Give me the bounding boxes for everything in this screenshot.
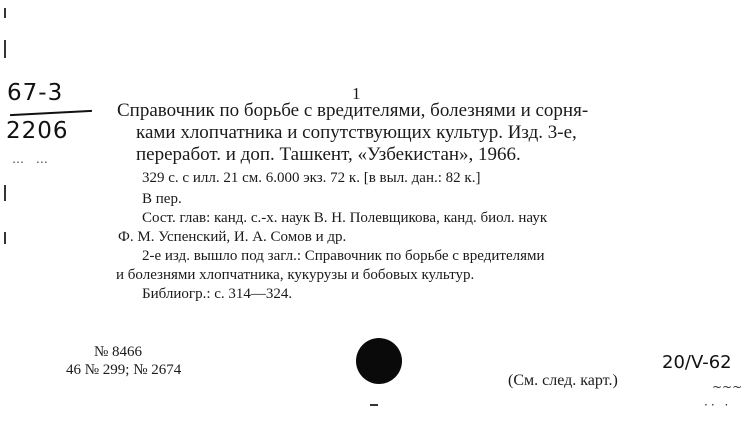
handwritten-margin-note: … … xyxy=(12,152,52,166)
edition-note-line: 2-е изд. вышло под загл.: Справочник по борьбе с вредителями xyxy=(142,248,545,264)
punch-hole xyxy=(356,338,402,384)
see-next-card-note: (См. след. карт.) xyxy=(508,372,618,389)
handwritten-scribble: ~~~ xyxy=(712,380,743,394)
compilers-line: Сост. глав: канд. с.-х. наук В. Н. Полевщикова, канд. биол. наук xyxy=(142,210,548,226)
binding-line: В пер. xyxy=(142,191,182,207)
card-number: 1 xyxy=(352,84,361,103)
handwritten-divider xyxy=(10,110,92,116)
dash-mark xyxy=(370,404,378,406)
handwritten-scribble: ·· · xyxy=(704,398,732,412)
compilers-line: Ф. М. Успенский, И. А. Сомов и др. xyxy=(118,229,347,245)
edge-mark xyxy=(4,40,6,58)
collation-line: 329 с. с илл. 21 см. 6.000 экз. 72 к. [в выл. дан.: 82 к.] xyxy=(142,170,481,186)
handwritten-number-bottom: 2206 xyxy=(6,118,69,144)
title-line: переработ. и доп. Ташкент, «Узбекистан», 1966. xyxy=(136,144,521,165)
edge-mark xyxy=(4,185,6,201)
inventory-number: № 8466 xyxy=(94,344,143,360)
handwritten-number-top: 67-3 xyxy=(7,80,64,106)
bibliography-line: Библиогр.: с. 314—324. xyxy=(142,286,293,302)
edition-note-line: и болезнями хлопчатника, кукурузы и бобовых культур. xyxy=(116,267,475,283)
inventory-number: 46 № 299; № 2674 xyxy=(66,362,182,378)
edge-mark xyxy=(4,8,6,18)
title-line: Справочник по борьбе с вредителями, болезнями и сорня- xyxy=(117,100,589,121)
title-line: ками хлопчатника и сопутствующих культур. Изд. 3-е, xyxy=(136,122,577,143)
handwritten-date: 20/V-62 xyxy=(662,352,732,373)
edge-mark xyxy=(4,232,6,244)
